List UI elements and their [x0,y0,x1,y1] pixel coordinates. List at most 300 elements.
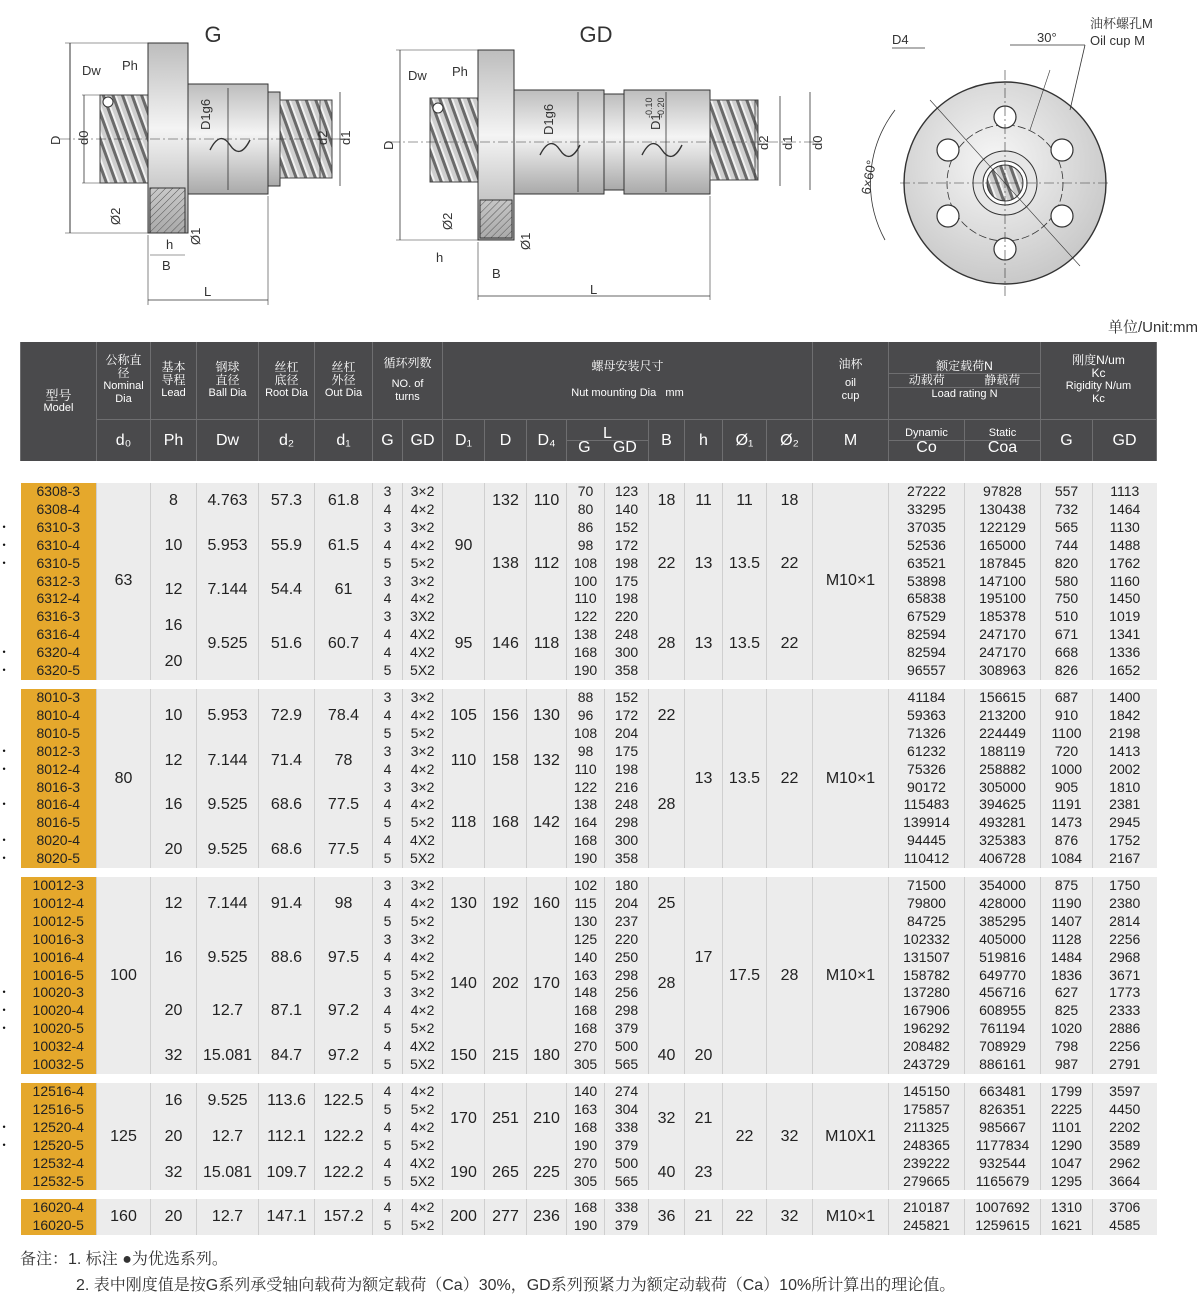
dynamic-load-cell: 41184 59363 71326 61232 75326 90172 115483 139914 94445 110412 [889,689,965,868]
header-turns: 循环列数 NO. of turns [373,342,443,419]
out-dia-cell: 97.2 [315,984,373,1038]
turns-gd-cell: 4×2 5×2 [403,1199,443,1235]
preferred-bullet: • [2,987,6,998]
g-label-d: D [48,135,63,145]
rigidity-g-cell: 687 910 1100 720 1000 905 1191 1473 876 1084 [1041,689,1093,868]
model-cell: 6312-3 [21,573,97,591]
model-cell: 6316-4 [21,626,97,644]
sym-L: L G GD [567,419,649,461]
lead-cell: 16 [151,931,197,985]
g-label-phi1: Ø1 [188,227,203,245]
preferred-bullet: • [2,1139,6,1150]
phi2-cell: 18 [767,483,813,519]
length-g-cell: 88 96 108 98 110 122 138 164 168 190 [567,689,605,868]
turns-g-cell: 3 4 5 3 4 5 3 4 5 4 5 [373,877,403,1074]
h-cell: 21 [685,1083,723,1155]
gd-label-d0: d0 [810,135,825,150]
nominal-dia-cell: 160 [97,1199,151,1235]
h-cell: 23 [685,1155,723,1191]
preferred-bullet: • [2,835,6,846]
sym-D1: D₁ [443,419,485,461]
model-cell: 6308-3 [21,483,97,501]
turns-gd-cell: 3×2 4×2 3×2 4×2 5×2 3×2 4×2 3X2 4X2 4X2 5X2 [403,483,443,680]
sym-dw: Dw [197,419,259,461]
lead-cell: 20 [151,832,197,868]
g-label-l: L [204,284,212,299]
nut-d-cell: 277 [485,1199,527,1235]
header-ball: 钢球直径 Ball Dia [197,342,259,419]
oil-cup-cell: M10×1 [813,1199,889,1235]
root-dia-cell: 55.9 [259,519,315,573]
length-gd-cell: 180 204 237 220 250 298 256 298 379 500 565 [605,877,649,1074]
ball-dia-cell: 9.525 [197,832,259,868]
nut-d-cell: 265 [485,1155,527,1191]
flange-label-d4: D4 [892,32,909,47]
rigidity-gd-cell: 1113 1464 1130 1488 1762 1160 1450 1019 1341 1336 1652 [1093,483,1157,680]
preferred-bullet: • [2,853,6,864]
h-cell: 20 [685,1038,723,1074]
nut-d-cell: 251 [485,1083,527,1155]
gd-label-l: L [590,282,598,297]
nominal-dia-cell: 100 [97,877,151,1074]
nut-d1-cell: 95 [443,608,485,680]
length-g-cell: 102 115 130 125 140 163 148 168 168 270 305 [567,877,605,1074]
note-line-2: 2. 表中刚度值是按G系列承受轴向载荷为额定载荷（Ca）30%，GD系列预紧力为额定动载荷（Ca）10%所计算出的理论值。 [76,1277,956,1294]
phi2-cell: 28 [767,877,813,1074]
model-cell: 10016-4 [21,949,97,967]
nut-d1-cell: 190 [443,1155,485,1191]
turns-g-cell: 4 5 4 5 4 5 [373,1083,403,1190]
sym-gd: GD [403,419,443,461]
root-dia-cell: 87.1 [259,984,315,1038]
model-cell: 8020-4 • [21,832,97,850]
model-cell: 10012-5 [21,913,97,931]
lead-cell: 12 [151,877,197,931]
lead-cell: 16 [151,608,197,644]
b-cell: 40 [649,1155,685,1191]
gd-label-tol-lower: -0.20 [656,97,666,118]
header-root: 丝杠底径 Root Dia [259,342,315,419]
nut-d4-cell: 225 [527,1155,567,1191]
length-g-cell: 168 190 [567,1199,605,1235]
preferred-bullet: • [2,799,6,810]
nut-d1-cell: 118 [443,779,485,869]
nut-d-cell: 202 [485,931,527,1038]
out-dia-cell: 157.2 [315,1199,373,1235]
b-cell: 32 [649,1083,685,1155]
root-dia-cell: 147.1 [259,1199,315,1235]
rigidity-gd-cell: 1750 2380 2814 2256 2968 3671 1773 2333 2886 2256 2791 [1093,877,1157,1074]
sym-g: G [373,419,403,461]
g-label-d0: d0 [76,130,91,145]
model-cell: 8010-5 [21,725,97,743]
root-dia-cell: 72.9 [259,689,315,743]
preferred-bullet: • [2,521,6,532]
nut-d1-cell: 150 [443,1038,485,1074]
preferred-bullet: • [2,1005,6,1016]
out-dia-cell: 97.5 [315,931,373,985]
nut-d-cell: 132 [485,483,527,519]
header-oil: 油杯 oil cup [813,342,889,419]
g-label-dw: Dw [82,63,101,78]
h-cell: 11 [685,483,723,519]
dynamic-load-cell: 27222 33295 37035 52536 63521 53898 65838 67529 82594 82594 96557 [889,483,965,680]
out-dia-cell: 98 [315,877,373,931]
nut-d1-cell: 170 [443,1083,485,1155]
turns-g-cell: 4 5 [373,1199,403,1235]
length-gd-cell: 123 140 152 172 198 175 198 220 248 300 358 [605,483,649,680]
model-cell: 16020-4 [21,1199,97,1217]
gd-label-d1: d1 [780,135,795,150]
b-cell: 22 [649,689,685,743]
root-dia-cell: 71.4 [259,743,315,779]
model-cell: 10032-4 [21,1038,97,1056]
static-load-cell: 1007692 1259615 [965,1199,1041,1235]
preferred-bullet: • [2,539,6,550]
turns-gd-cell: 3×2 4×2 5×2 3×2 4×2 5×2 3×2 4×2 5×2 4X2 5X2 [403,877,443,1074]
nut-d4-cell: 118 [527,608,567,680]
lead-cell: 12 [151,573,197,609]
nut-d-cell: 138 [485,519,527,609]
b-cell: 28 [649,608,685,680]
phi2-cell: 32 [767,1199,813,1235]
model-cell: 6320-4 • [21,644,97,662]
header-load: 额定载荷N 动载荷 静载荷 Load rating N [889,342,1041,419]
out-dia-cell: 97.2 [315,1038,373,1074]
nut-d-cell: 192 [485,877,527,931]
b-cell: 25 [649,877,685,931]
nut-d-cell: 168 [485,779,527,869]
nut-d4-cell: 132 [527,743,567,779]
g-label-ph: Ph [122,58,138,73]
model-cell: 10020-3 • [21,984,97,1002]
ball-dia-cell: 15.081 [197,1155,259,1191]
root-dia-cell: 91.4 [259,877,315,931]
nut-d1-cell: 90 [443,483,485,608]
rigidity-gd-cell: 1400 1842 2198 1413 2002 1810 2381 2945 1752 2167 [1093,689,1157,868]
rigidity-g-cell: 1310 1621 [1041,1199,1093,1235]
out-dia-cell: 61 [315,573,373,609]
model-cell: 12520-5 • [21,1137,97,1155]
preferred-bullet: • [2,1023,6,1034]
model-cell: 8016-4 • [21,796,97,814]
b-cell: 40 [649,1038,685,1074]
preferred-bullet: • [2,745,6,756]
ball-dia-cell: 4.763 [197,483,259,519]
lead-cell: 8 [151,483,197,519]
model-cell: 6316-3 [21,608,97,626]
model-cell: 8012-3 • [21,743,97,761]
gd-label-phi1: Ø1 [518,232,533,250]
rigidity-gd-cell: 3597 4450 2202 3589 2962 3664 [1093,1083,1157,1190]
gd-label-tol-upper: -0.10 [644,97,654,118]
rigidity-g-cell: 1799 2225 1101 1290 1047 1295 [1041,1083,1093,1190]
lead-cell: 20 [151,984,197,1038]
phi1-cell: 17.5 [723,877,767,1074]
length-g-cell: 70 80 86 98 108 100 110 122 138 168 190 [567,483,605,680]
b-cell: 18 [649,483,685,519]
spec-table [2,342,1157,1235]
ball-dia-cell: 9.525 [197,931,259,985]
ball-dia-cell: 15.081 [197,1038,259,1074]
root-dia-cell: 54.4 [259,573,315,609]
out-dia-cell: 61.8 [315,483,373,519]
turns-gd-cell: 4×2 5×2 4×2 5×2 4X2 5X2 [403,1083,443,1190]
lead-cell: 20 [151,644,197,680]
lead-cell: 32 [151,1155,197,1191]
header-out: 丝杠外径 Out Dia [315,342,373,419]
model-cell: 12516-5 [21,1101,97,1119]
sym-M: M [813,419,889,461]
length-gd-cell: 152 172 204 175 198 216 248 298 300 358 [605,689,649,868]
model-cell: 8010-4 [21,707,97,725]
nut-d1-cell: 105 [443,689,485,743]
out-dia-cell: 78 [315,743,373,779]
ball-dia-cell: 7.144 [197,573,259,609]
ball-dia-cell: 9.525 [197,779,259,833]
g-label-d1: d1 [338,130,353,145]
header-model: 型号 Model [21,342,97,461]
model-cell: 6312-4 [21,590,97,608]
notes [20,1247,955,1299]
preferred-bullet: • [2,763,6,774]
static-load-cell: 97828 130438 122129 165000 187845 147100 195100 185378 247170 247170 308963 [965,483,1041,680]
dynamic-load-cell: 145150 175857 211325 248365 239222 279665 [889,1083,965,1190]
nut-d4-cell: 180 [527,1038,567,1074]
ball-dia-cell: 12.7 [197,1119,259,1155]
ball-dia-cell: 7.144 [197,743,259,779]
flange-face-view [858,16,1153,296]
nut-d4-cell: 112 [527,519,567,609]
out-dia-cell: 77.5 [315,832,373,868]
out-dia-cell: 122.2 [315,1119,373,1155]
ball-dia-cell: 12.7 [197,984,259,1038]
ball-dia-cell: 12.7 [197,1199,259,1235]
phi2-cell: 32 [767,1083,813,1190]
gd-label-d1-tol: D1 [648,113,663,130]
nut-d4-cell: 210 [527,1083,567,1155]
oil-cup-cell: M10X1 [813,1083,889,1190]
nut-d-cell: 156 [485,689,527,743]
gd-label-phi2: Ø2 [440,212,455,230]
model-cell: 8010-3 [21,689,97,707]
phi1-cell: 13.5 [723,519,767,609]
header-nut: 螺母安装尺寸 Nut mounting Dia mm [443,342,813,419]
model-cell: 10016-5 [21,967,97,985]
turns-g-cell: 3 4 5 3 4 3 4 5 4 5 [373,689,403,868]
model-cell: 8016-3 [21,779,97,797]
nominal-dia-cell: 63 [97,483,151,680]
out-dia-cell: 122.2 [315,1155,373,1191]
nut-d1-cell: 140 [443,931,485,1038]
phi1-cell: 22 [723,1083,767,1190]
g-label-d2: d2 [315,130,330,145]
sym-d1: d₁ [315,419,373,461]
preferred-bullet: • [2,665,6,676]
gd-label-dw: Dw [408,68,427,83]
dynamic-load-cell: 71500 79800 84725 102332 131507 158782 137280 167906 196292 208482 243729 [889,877,965,1074]
sym-d0: d₀ [97,419,151,461]
phi1-cell: 13.5 [723,689,767,868]
g-view-title: G [204,22,222,47]
nominal-dia-cell: 125 [97,1083,151,1190]
static-load-cell: 663481 826351 985667 1177834 932544 1165679 [965,1083,1041,1190]
model-cell: 6310-3 • [21,519,97,537]
header-nominal: 公称直径 Nominal Dia [97,342,151,419]
preferred-bullet: • [2,647,6,658]
nut-d4-cell: 130 [527,689,567,743]
nut-d4-cell: 160 [527,877,567,931]
model-cell: 12532-5 [21,1173,97,1191]
sym-rig-g: G [1041,419,1093,461]
table-row [21,689,1157,707]
ball-dia-cell: 9.525 [197,608,259,680]
root-dia-cell: 109.7 [259,1155,315,1191]
g-label-h: h [166,237,174,252]
sym-D: D [485,419,527,461]
rigidity-gd-cell: 3706 4585 [1093,1199,1157,1235]
table-row [21,877,1157,895]
header-rigidity: 刚度N/um Kc Rigidity N/um Kc [1041,342,1157,419]
length-g-cell: 140 163 168 190 270 305 [567,1083,605,1190]
out-dia-cell: 60.7 [315,608,373,680]
sym-phi2: Ø₂ [767,419,813,461]
b-cell: 28 [649,743,685,868]
header-lead: 基本导程 Lead [151,342,197,419]
table-row [21,483,1157,501]
table-row [21,1199,1157,1217]
sym-B: B [649,419,685,461]
g-label-d1g6: D1g6 [198,98,213,130]
lead-cell: 16 [151,1083,197,1119]
model-cell: 6310-4 • [21,537,97,555]
g-view [48,22,353,305]
model-cell: 12516-4 [21,1083,97,1101]
model-cell: 6310-5 • [21,555,97,573]
gd-label-b: B [492,266,501,281]
out-dia-cell: 77.5 [315,779,373,833]
model-cell: 10020-5 • [21,1020,97,1038]
root-dia-cell: 68.6 [259,779,315,833]
sym-d2: d₂ [259,419,315,461]
gd-label-d2: d2 [756,135,771,150]
lead-cell: 16 [151,779,197,833]
phi1-cell: 13.5 [723,608,767,680]
model-cell: 12532-4 [21,1155,97,1173]
flange-label-angle60: 6×60° [858,158,879,196]
root-dia-cell: 84.7 [259,1038,315,1074]
model-cell: 8016-5 [21,814,97,832]
ball-dia-cell: 9.525 [197,1083,259,1119]
lead-cell: 10 [151,519,197,573]
gd-label-ph: Ph [452,64,468,79]
technical-drawings [0,0,1200,320]
nut-d4-cell: 110 [527,483,567,519]
ball-dia-cell: 7.144 [197,877,259,931]
b-cell: 22 [649,519,685,609]
h-cell: 17 [685,877,723,1038]
phi1-cell: 22 [723,1199,767,1235]
static-load-cell: 156615 213200 224449 188119 258882 305000 394625 493281 325383 406728 [965,689,1041,868]
ball-dia-cell: 5.953 [197,689,259,743]
sym-coa: Static Coa [965,419,1041,461]
gd-label-d: D [381,140,396,150]
turns-gd-cell: 3×2 4×2 5×2 3×2 4×2 3×2 4×2 5×2 4X2 5X2 [403,689,443,868]
nut-d-cell: 158 [485,743,527,779]
model-cell: 10020-4 • [21,1002,97,1020]
length-gd-cell: 274 304 338 379 500 565 [605,1083,649,1190]
model-cell: 6320-5 • [21,662,97,680]
flange-label-oil-en: Oil cup M [1090,33,1145,48]
nut-d1-cell: 130 [443,877,485,931]
b-cell: 28 [649,931,685,1038]
model-cell: 6308-4 [21,501,97,519]
model-cell: 12520-4 • [21,1119,97,1137]
preferred-bullet: • [2,557,6,568]
nut-d-cell: 215 [485,1038,527,1074]
ball-dia-cell: 5.953 [197,519,259,573]
out-dia-cell: 78.4 [315,689,373,743]
model-cell: 10032-5 [21,1056,97,1074]
dynamic-load-cell: 210187 245821 [889,1199,965,1235]
unit-label: 单位/Unit:mm [1107,319,1198,336]
sym-rig-gd: GD [1093,419,1157,461]
turns-g-cell: 3 4 3 4 5 3 4 3 4 4 5 [373,483,403,680]
root-dia-cell: 88.6 [259,931,315,985]
length-gd-cell: 338 379 [605,1199,649,1235]
lead-cell: 10 [151,689,197,743]
model-cell: 10012-3 [21,877,97,895]
root-dia-cell: 57.3 [259,483,315,519]
phi2-cell: 22 [767,608,813,680]
nominal-dia-cell: 80 [97,689,151,868]
gd-view-title: GD [579,22,613,47]
sym-h: h [685,419,723,461]
oil-cup-cell: M10×1 [813,689,889,868]
flange-label-oil-cn: 油杯螺孔M [1090,16,1153,31]
gd-label-d1g6: D1g6 [541,103,556,135]
root-dia-cell: 51.6 [259,608,315,680]
oil-cup-cell: M10×1 [813,483,889,680]
model-cell: 10012-4 [21,895,97,913]
sym-phi1: Ø₁ [723,419,767,461]
rigidity-g-cell: 557 732 565 744 820 580 750 510 671 668 826 [1041,483,1093,680]
gd-label-h: h [436,250,444,265]
root-dia-cell: 113.6 [259,1083,315,1119]
lead-cell: 32 [151,1038,197,1074]
phi1-cell: 11 [723,483,767,519]
flange-label-angle30: 30° [1037,30,1057,45]
oil-cup-cell: M10×1 [813,877,889,1074]
out-dia-cell: 61.5 [315,519,373,573]
nut-d4-cell: 142 [527,779,567,869]
lead-cell: 20 [151,1119,197,1155]
table-row [21,1083,1157,1101]
model-cell: 16020-5 [21,1217,97,1235]
phi2-cell: 22 [767,689,813,868]
model-cell: 10016-3 [21,931,97,949]
h-cell: 13 [685,519,723,609]
sym-ph: Ph [151,419,197,461]
g-label-phi2: Ø2 [108,207,123,225]
note-line-1: 备注：1. 标注 ●为优选系列。 [20,1251,228,1268]
nut-d1-cell: 110 [443,743,485,779]
sym-co: Dynamic Co [889,419,965,461]
preferred-bullet: • [2,1121,6,1132]
h-cell: 13 [685,689,723,868]
root-dia-cell: 68.6 [259,832,315,868]
root-dia-cell: 112.1 [259,1119,315,1155]
